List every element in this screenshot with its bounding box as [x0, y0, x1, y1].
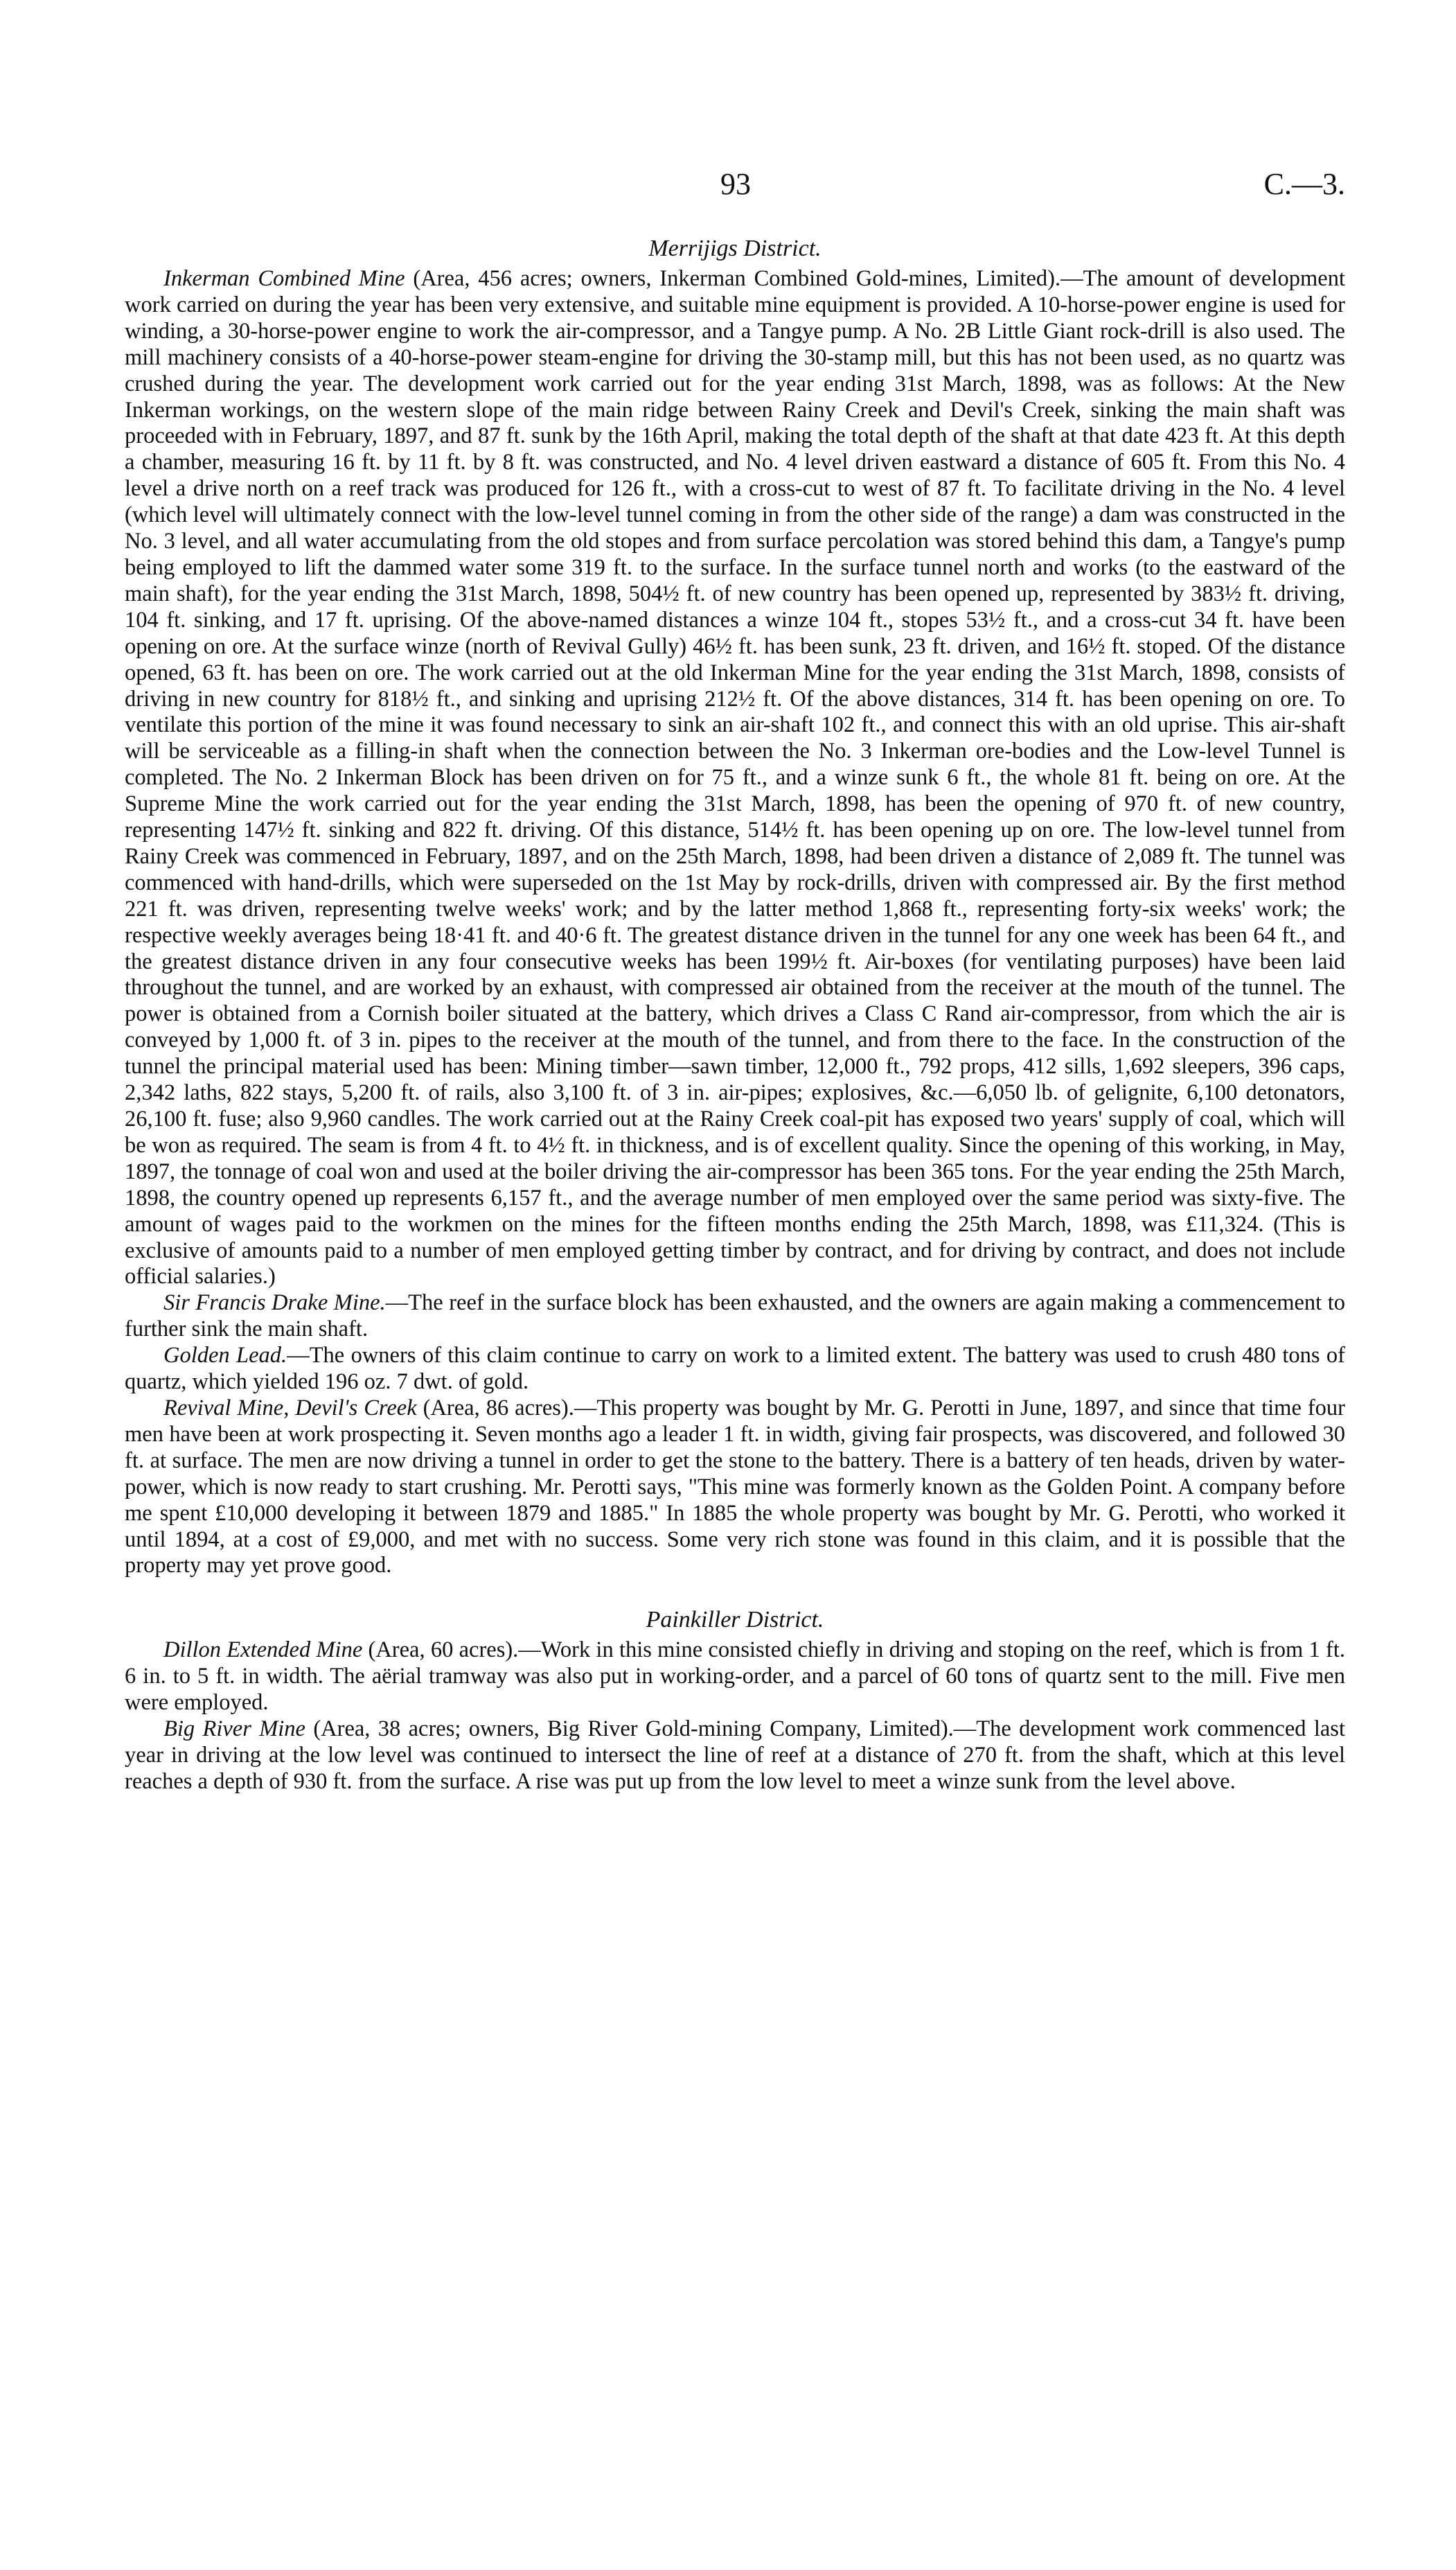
- page-header: [0, 166, 1456, 208]
- paragraph-text: (Area, 86 acres).—This property was bought by Mr. G. Perotti in June, 1897, and since that time four men have been at work prospecting it. Seven months ago a leader 1 ft. in width, giving fair prospects, was discovered, and followed 30 ft. at surface. The men are now driving a tunnel in order to get the stone to the battery. There is a battery of ten heads, driven by water-power, which is now ready to start crushing. Mr. Perotti says, "This mine was formerly known as the Golden Point. A company before me spent £10,000 developing it between 1879 and 1885." In 1885 the whole property was bought by Mr. G. Perotti, who worked it until 1894, at a cost of £9,000, and met with no success. Some very rich stone was found in this claim, and it is possible that the property may yet prove good.: [125, 1395, 1345, 1578]
- district-heading-merrijigs: Merrijigs District.: [648, 236, 822, 261]
- paragraph-text: —The reef in the surface block has been exhausted, and the owners are again making a commencement to further sink the main shaft.: [125, 1290, 1345, 1342]
- paragraph-big-river-mine: [125, 1716, 1345, 1795]
- paragraph-text: (Area, 456 acres; owners, Inkerman Combined Gold-mines, Limited).—The amount of development work carried on during the year has been very extensive, and suitable mine equipment is provided. A 10-horse-power engine is used for winding, a 30-horse-power engine to work the air-compressor, and a Tangye pump. A No. 2B Little Giant rock-drill is also used. The mill machinery consists of a 40-horse-power steam-engine for driving the 30-stamp mill, but this has not been used, as no quartz was crushed during the year. The development work carried out for the year ending 31st March, 1898, was as follows: At the New Inkerman workings, on the western slope of the main ridge between Rainy Creek and Devil's Creek, sinking the main shaft was proceeded with in February, 1897, and 87 ft. sunk by the 16th April, making the total depth of the shaft at that date 423 ft. At this depth a chamber, measuring 16 ft. by 11 ft. by 8 ft. was constructed, and No. 4 level driven eastward a distance of 605 ft. From this No. 4 level a drive north on a reef track was produced for 126 ft., with a cross-cut to west of 87 ft. To facilitate driving in the No. 4 level (which level will ultimately connect with the low-level tunnel coming in from the other side of the range) a dam was constructed in the No. 3 level, and all water accumulating from the old stopes and from surface percolation was stored behind this dam, a Tangye's pump being employed to lift the dammed water some 319 ft. to the surface. In the surface tunnel north and works (to the eastward of the main shaft), for the year ending the 31st March, 1898, 504½ ft. of new country has been opened up, represented by 383½ ft. driving, 104 ft. sinking, and 17 ft. uprising. Of the above-named distances a winze 104 ft., stopes 53½ ft., and a cross-cut 34 ft. have been opening on ore. At the surface winze (north of Revival Gully) 46½ ft. has been sunk, 23 ft. driven, and 16½ ft. stoped. Of the distance opened, 63 ft. has been on ore. The work carried out at the old Inkerman Mine for the year ending the 31st March, 1898, consists of driving in new country for 818½ ft., and sinking and uprising 212½ ft. Of the above distances, 314 ft. has been opening on ore. To ventilate this portion of the mine it was found necessary to sink an air-shaft 102 ft., and connect this with an old uprise. This air-shaft will be serviceable as a filling-in shaft when the connection between the No. 3 Inkerman ore-bodies and the Low-level Tunnel is completed. The No. 2 Inkerman Block has been driven on for 75 ft., and a winze sunk 6 ft., the whole 81 ft. being on ore. At the Supreme Mine the work carried out for the year ending the 31st March, 1898, has been the opening of 970 ft. of new country, representing 147½ ft. sinking and 822 ft. driving. Of this distance, 514½ ft. has been opening up on ore. The low-level tunnel from Rainy Creek was commenced in February, 1897, and on the 25th March, 1898, had been driven a distance of 2,089 ft. The tunnel was commenced with hand-drills, which were superseded on the 1st May by rock-drills, driven with compressed air. By the first method 221 ft. was driven, representing twelve weeks' work; and by the latter method 1,868 ft., representing forty-six weeks' work; the respective weekly averages being 18·41 ft. and 40·6 ft. The greatest distance driven in the tunnel for any one week has been 64 ft., and the greatest distance driven in any four consecutive weeks has been 199½ ft. Air-boxes (for ventilating purposes) have been laid throughout the tunnel, and are worked by an exhaust, with compressed air obtained from the receiver at the mouth of the tunnel. The power is obtained from a Cornish boiler situated at the battery, which drives a Class C Rand air-compressor, from which the air is conveyed by 1,000 ft. of 3 in. pipes to the receiver at the mouth of the tunnel, and from there to the face. In the construction of the tunnel the principal material used has been: Mining timber—sawn timber, 12,000 ft., 792 props, 412 sills, 1,692 sleepers, 396 caps, 2,342 laths, 822 stays, 5,200 ft. of rails, also 3,100 ft. of 3 in. air-pipes; explosives, &c.—6,050 lb. of gelignite, 6,100 detonators, 26,100 ft. fuse; also 9,960 candles. The work carried out at the Rainy Creek coal-pit has exposed two years' supply of coal, which will be won as required. The seam is from 4 ft. to 4½ ft. in thickness, and is of excellent quality. Since the opening of this working, in May, 1897, the tonnage of coal won and used at the boiler driving the air-compressor has been 365 tons. For the year ending the 25th March, 1898, the country opened up represents 6,157 ft., and the average number of men employed over the same period was sixty-five. The amount of wages paid to the workmen on the mines for the fifteen months ending the 25th March, 1898, was £11,324. (This is exclusive of amounts paid to a number of men employed getting timber by contract, and for driving by contract, and does not include official salaries.): [125, 266, 1345, 1290]
- paragraph-dillon-extended-mine: [125, 1637, 1345, 1716]
- mine-name: Golden Lead.: [163, 1343, 287, 1368]
- paragraph-golden-lead: [125, 1343, 1345, 1396]
- paragraph-text: (Area, 38 acres; owners, Big River Gold-mining Company, Limited).—The development work commenced last year in driving at the low level was continued to intersect the line of reef at a distance of 270 ft. from the shaft, which at this level reaches a depth of 930 ft. from the surface. A rise was put up from the low level to meet a winze sunk from the level above.: [125, 1716, 1345, 1794]
- report-code: C.—3.: [1263, 167, 1345, 201]
- mine-name: Revival Mine, Devil's Creek: [163, 1395, 417, 1420]
- paragraph-text: (Area, 60 acres).—Work in this mine consisted chiefly in driving and stoping on the reef, which is from 1 ft. 6 in. to 5 ft. in width. The aërial tramway was also put in working-order, and a parcel of 60 tons of quartz sent to the mill. Five men were employed.: [125, 1637, 1345, 1716]
- mine-name: Big River Mine: [163, 1716, 305, 1742]
- paragraph-text: —The owners of this claim continue to carry on work to a limited extent. The battery was used to crush 480 tons of quartz, which yielded 196 oz. 7 dwt. of gold.: [125, 1343, 1345, 1395]
- mine-name: Inkerman Combined Mine: [163, 266, 405, 291]
- page-number: 93: [720, 167, 751, 201]
- mine-name: Dillon Extended Mine: [163, 1637, 363, 1663]
- mine-name: Sir Francis Drake Mine.: [163, 1290, 386, 1316]
- page-body: [125, 234, 1345, 1795]
- paragraph-sir-francis-drake-mine: [125, 1290, 1345, 1343]
- paragraph-inkerman-combined-mine: [125, 266, 1345, 1290]
- district-heading-painkiller: Painkiller District.: [646, 1607, 824, 1633]
- paragraph-revival-mine: [125, 1396, 1345, 1579]
